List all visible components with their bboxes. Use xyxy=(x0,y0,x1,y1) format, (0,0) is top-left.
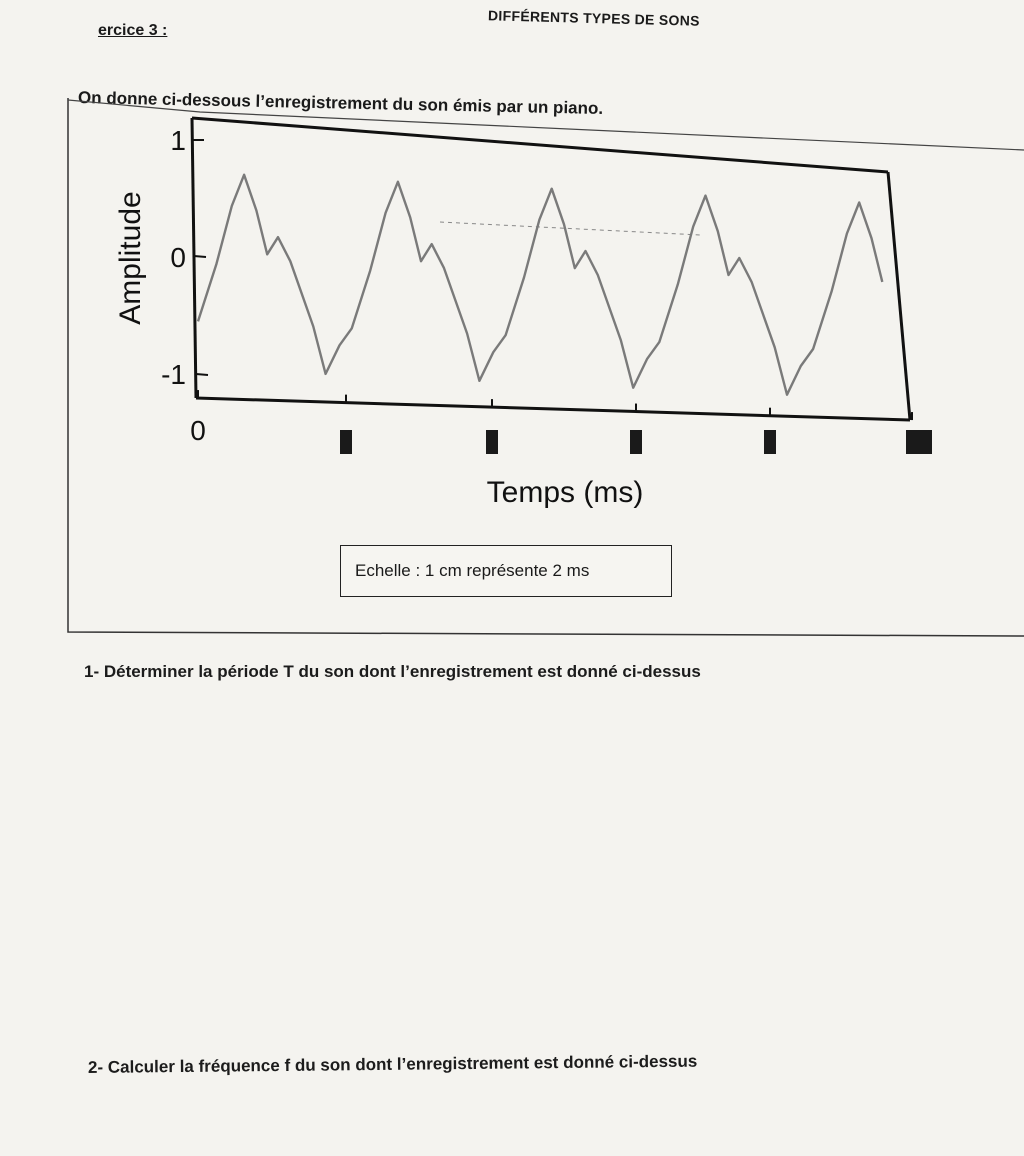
y-tick-label: 1 xyxy=(170,124,186,156)
y-axis-label: Amplitude xyxy=(114,191,147,325)
x-tick-label-scribble xyxy=(486,430,498,454)
y-axis xyxy=(192,118,196,398)
y-tick-label: 0 xyxy=(170,241,186,273)
scale-box xyxy=(340,545,672,597)
chapter-title: DIFFÉRENTS TYPES DE SONS xyxy=(487,7,700,29)
plot-area xyxy=(192,118,910,420)
question-1: 1- Déterminer la période T du son dont l’enregistrement est donné ci-dessus xyxy=(84,662,701,681)
x-tick-label: 0 xyxy=(190,415,206,446)
dashed-reference-line xyxy=(440,222,700,235)
x-tick-label-scribble xyxy=(906,430,932,454)
waveform-line xyxy=(198,175,882,395)
x-axis-label: Temps (ms) xyxy=(486,476,644,509)
plot-top-border xyxy=(192,118,888,172)
scale-text: Echelle : 1 cm représente 2 ms xyxy=(355,561,590,580)
x-tick-label-scribble xyxy=(630,430,642,454)
x-tick-label-scribble xyxy=(764,430,776,454)
x-axis xyxy=(196,398,910,420)
y-tick-label: -1 xyxy=(161,358,186,390)
figure-frame-top xyxy=(68,100,1024,150)
x-tick-label-scribble xyxy=(340,430,352,454)
question-2: 2- Calculer la fréquence f du son dont l’enregistrement est donné ci-dessus xyxy=(87,1051,698,1077)
exercise-title: ercice 3 : xyxy=(98,22,168,39)
plot-right-border xyxy=(888,172,910,420)
intro-text: On donne ci-dessous l’enregistrement du son émis par un piano. xyxy=(77,88,604,118)
